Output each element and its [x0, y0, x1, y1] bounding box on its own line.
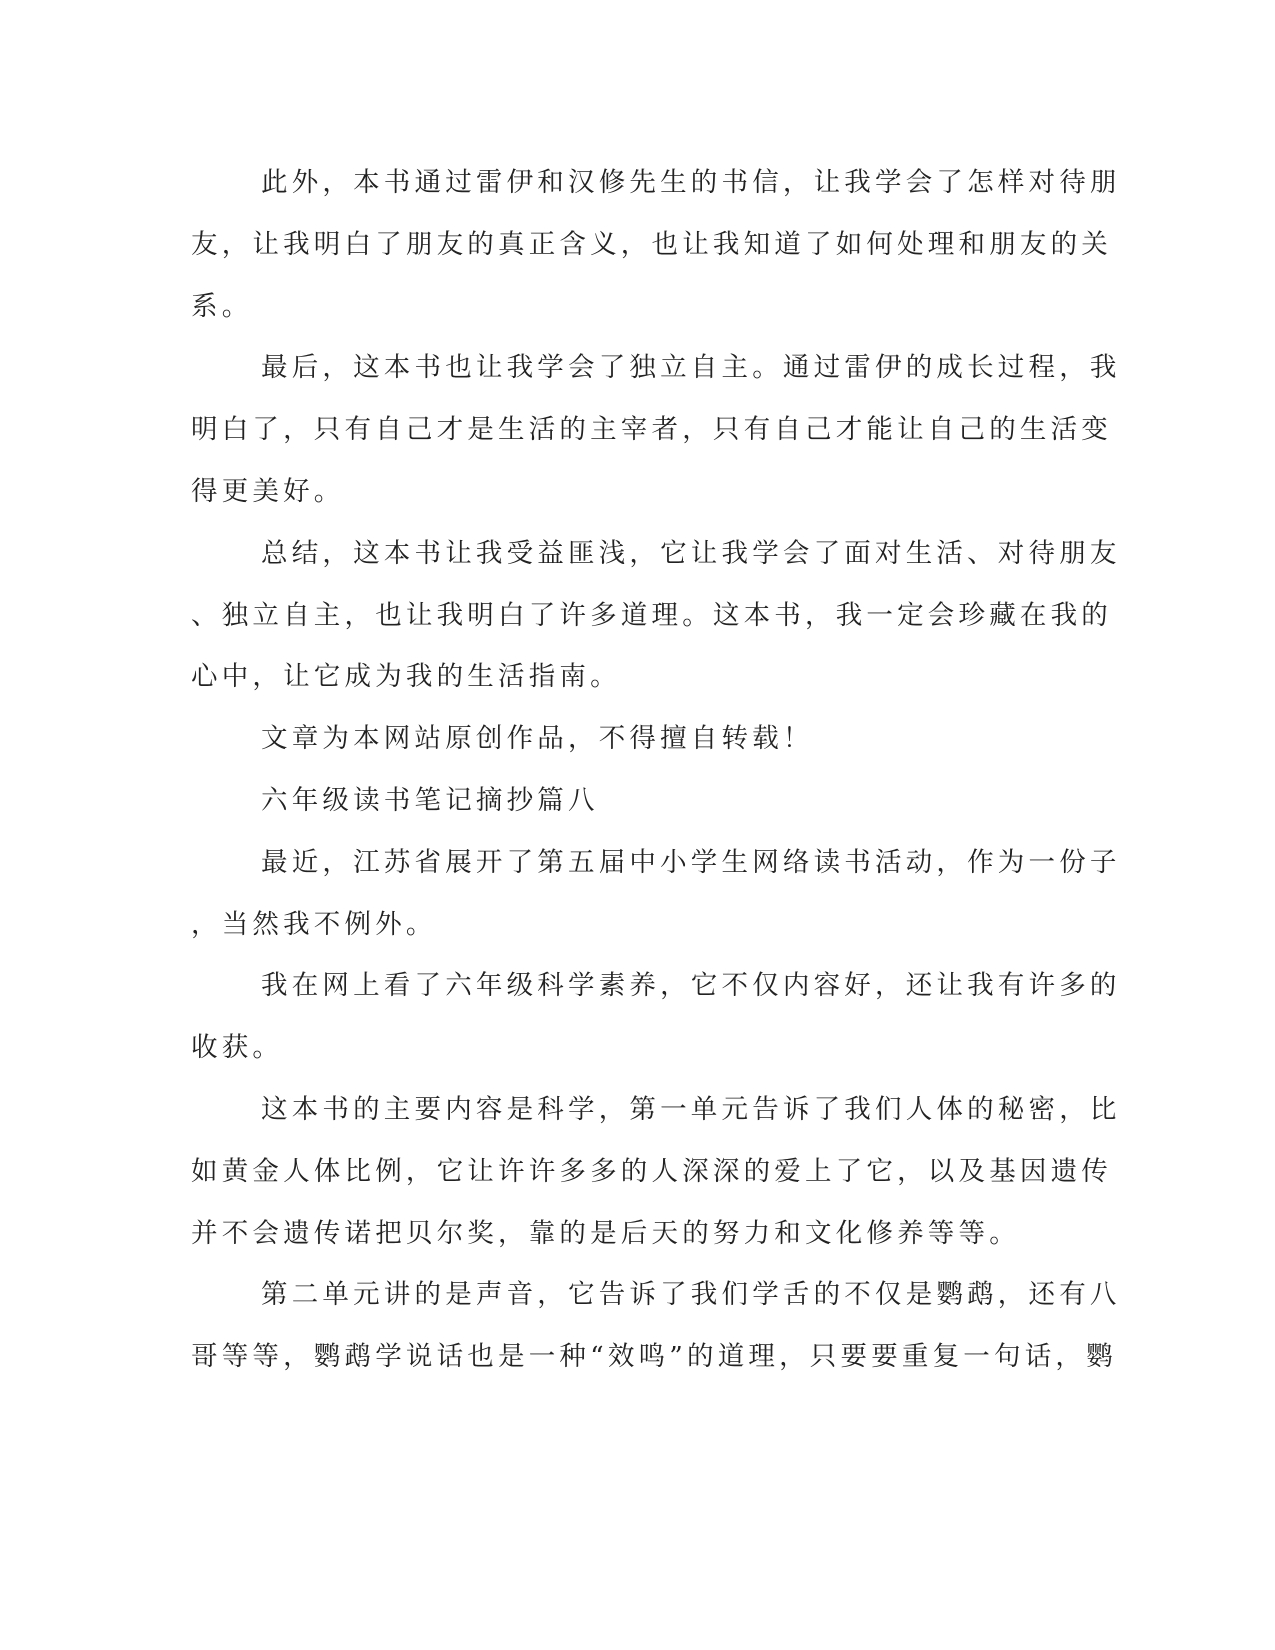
paragraph-line: 明白了，只有自己才是生活的主宰者，只有自己才能让自己的生活变 — [191, 414, 1112, 446]
paragraph-line: 最近，江苏省展开了第五届中小学生网络读书活动，作为一份子 — [261, 846, 1121, 878]
paragraph-line: 收获。 — [191, 1032, 284, 1064]
paragraph-line: 心中，让它成为我的生活指南。 — [191, 661, 621, 693]
paragraph-line: 并不会遗传诺把贝尔奖，靠的是后天的努力和文化修养等等。 — [191, 1217, 1020, 1249]
paragraph-line: 、独立自主，也让我明白了许多道理。这本书，我一定会珍藏在我的 — [191, 599, 1112, 631]
paragraph-line: 文章为本网站原创作品，不得擅自转载！ — [261, 723, 814, 755]
paragraph-independence — [191, 337, 1121, 522]
paragraph-line: ，当然我不例外。 — [191, 908, 437, 940]
paragraph-line: 第二单元讲的是声音，它告诉了我们学舌的不仅是鹦鹉，还有八 — [261, 1279, 1121, 1311]
paragraph-unit-one — [191, 1079, 1121, 1264]
paragraph-summary — [191, 523, 1121, 708]
document-body — [191, 152, 1121, 1388]
paragraph-line: 友，让我明白了朋友的真正含义，也让我知道了如何处理和朋友的关 — [191, 228, 1112, 260]
copyright-notice — [191, 708, 1084, 770]
paragraph-unit-two — [191, 1264, 1121, 1388]
paragraph-line: 这本书的主要内容是科学，第一单元告诉了我们人体的秘密，比 — [261, 1093, 1121, 1125]
paragraph-reading-activity — [191, 832, 1121, 956]
paragraph-line: 最后，这本书也让我学会了独立自主。通过雷伊的成长过程，我 — [261, 352, 1121, 384]
section-heading — [191, 770, 1084, 832]
paragraph-line: 我在网上看了六年级科学素养，它不仅内容好，还让我有许多的 — [261, 970, 1121, 1002]
paragraph-friendship — [191, 152, 1121, 337]
paragraph-line: 总结，这本书让我受益匪浅，它让我学会了面对生活、对待朋友 — [261, 537, 1121, 569]
section-title: 六年级读书笔记摘抄篇八 — [261, 784, 599, 816]
paragraph-line: 得更美好。 — [191, 475, 345, 507]
paragraph-line: 哥等等，鹦鹉学说话也是一种“效鸣”的道理，只要要重复一句话，鹦 — [191, 1341, 1117, 1373]
paragraph-science-book — [191, 955, 1121, 1079]
paragraph-line: 如黄金人体比例，它让许许多多的人深深的爱上了它，以及基因遗传 — [191, 1155, 1112, 1187]
paragraph-line: 此外，本书通过雷伊和汉修先生的书信，让我学会了怎样对待朋 — [261, 167, 1121, 198]
paragraph-line: 系。 — [191, 290, 253, 322]
